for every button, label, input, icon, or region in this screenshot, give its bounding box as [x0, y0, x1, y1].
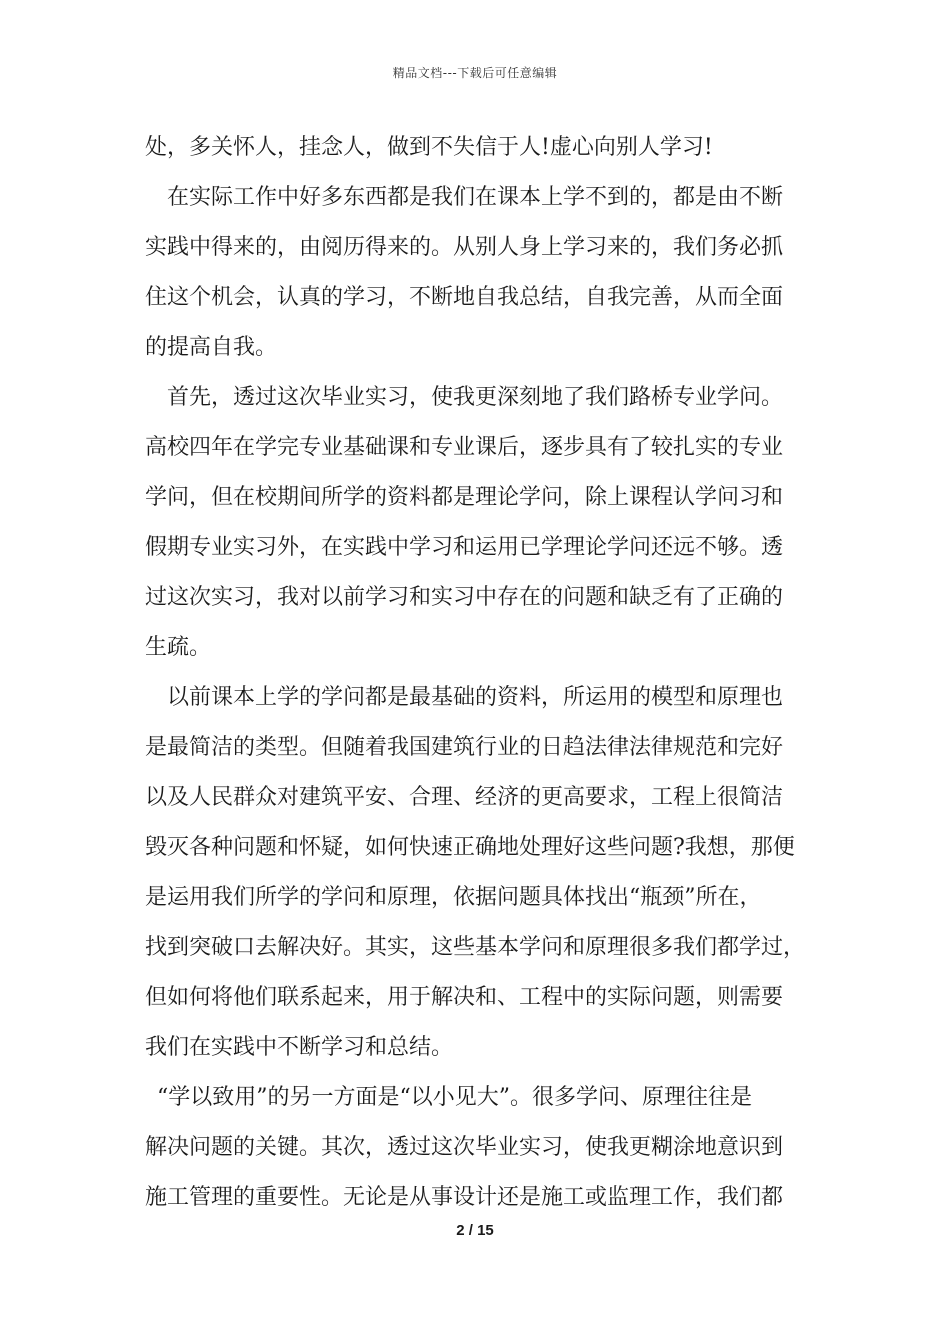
- text-line: 施工管理的重要性。无论是从事设计还是施工或监理工作，我们都: [145, 1185, 784, 1210]
- text-line: 我们在实践中不断学习和总结。: [145, 1035, 454, 1060]
- text-line: 但如何将他们联系起来，用于解决和、工程中的实际问题，则需要: [145, 985, 784, 1010]
- text-line: 以前课本上学的学问都是最基础的资料，所运用的模型和原理也: [167, 685, 784, 710]
- text-line: 首先，透过这次毕业实习，使我更深刻地了我们路桥专业学问。: [167, 385, 784, 410]
- page-number: 2: [456, 1222, 465, 1239]
- text-line: “学以致用”的另一方面是“以小见大”。很多学问、原理往往是: [157, 1085, 752, 1110]
- text-line: 是运用我们所学的学问和原理，依据问题具体找出“瓶颈”所在，: [145, 885, 762, 910]
- header-text: 精品文档---下载后可任意编辑: [392, 66, 558, 80]
- text-line: 以及人民群众对建筑平安、合理、经济的更高要求，工程上很简洁: [145, 785, 784, 810]
- document-body: [145, 123, 813, 1223]
- text-line: 处，多关怀人，挂念人，做到不失信于人!虚心向别人学习!: [145, 135, 713, 160]
- page-footer: [0, 1222, 950, 1239]
- text-line: 住这个机会，认真的学习，不断地自我总结，自我完善，从而全面: [145, 285, 784, 310]
- text-line: 解决问题的关键。其次，透过这次毕业实习，使我更糊涂地意识到: [145, 1135, 784, 1160]
- text-line: 生疏。: [145, 635, 212, 660]
- page-total: 15: [477, 1222, 494, 1239]
- text-line: 是最简洁的类型。但随着我国建筑行业的日趋法律法律规范和完好: [145, 735, 784, 760]
- text-line: 在实际工作中好多东西都是我们在课本上学不到的，都是由不断: [167, 185, 784, 210]
- text-line: 毁灭各种问题和怀疑，如何快速正确地处理好这些问题?我想，那便: [145, 835, 795, 860]
- text-line: 假期专业实习外，在实践中学习和运用已学理论学问还远不够。透: [145, 535, 784, 560]
- text-line: 实践中得来的，由阅历得来的。从别人身上学习来的，我们务必抓: [145, 235, 784, 260]
- text-line: 高校四年在学完专业基础课和专业课后，逐步具有了较扎实的专业: [145, 435, 784, 460]
- text-line: 学问，但在校期间所学的资料都是理论学问，除上课程认学问习和: [145, 485, 784, 510]
- text-line: 找到突破口去解决好。其实，这些基本学问和原理很多我们都学过，: [145, 935, 806, 960]
- page-separator: /: [464, 1222, 478, 1239]
- page-header: [0, 64, 950, 81]
- text-line: 过这次实习，我对以前学习和实习中存在的问题和缺乏有了正确的: [145, 585, 784, 610]
- text-line: 的提高自我。: [145, 335, 278, 360]
